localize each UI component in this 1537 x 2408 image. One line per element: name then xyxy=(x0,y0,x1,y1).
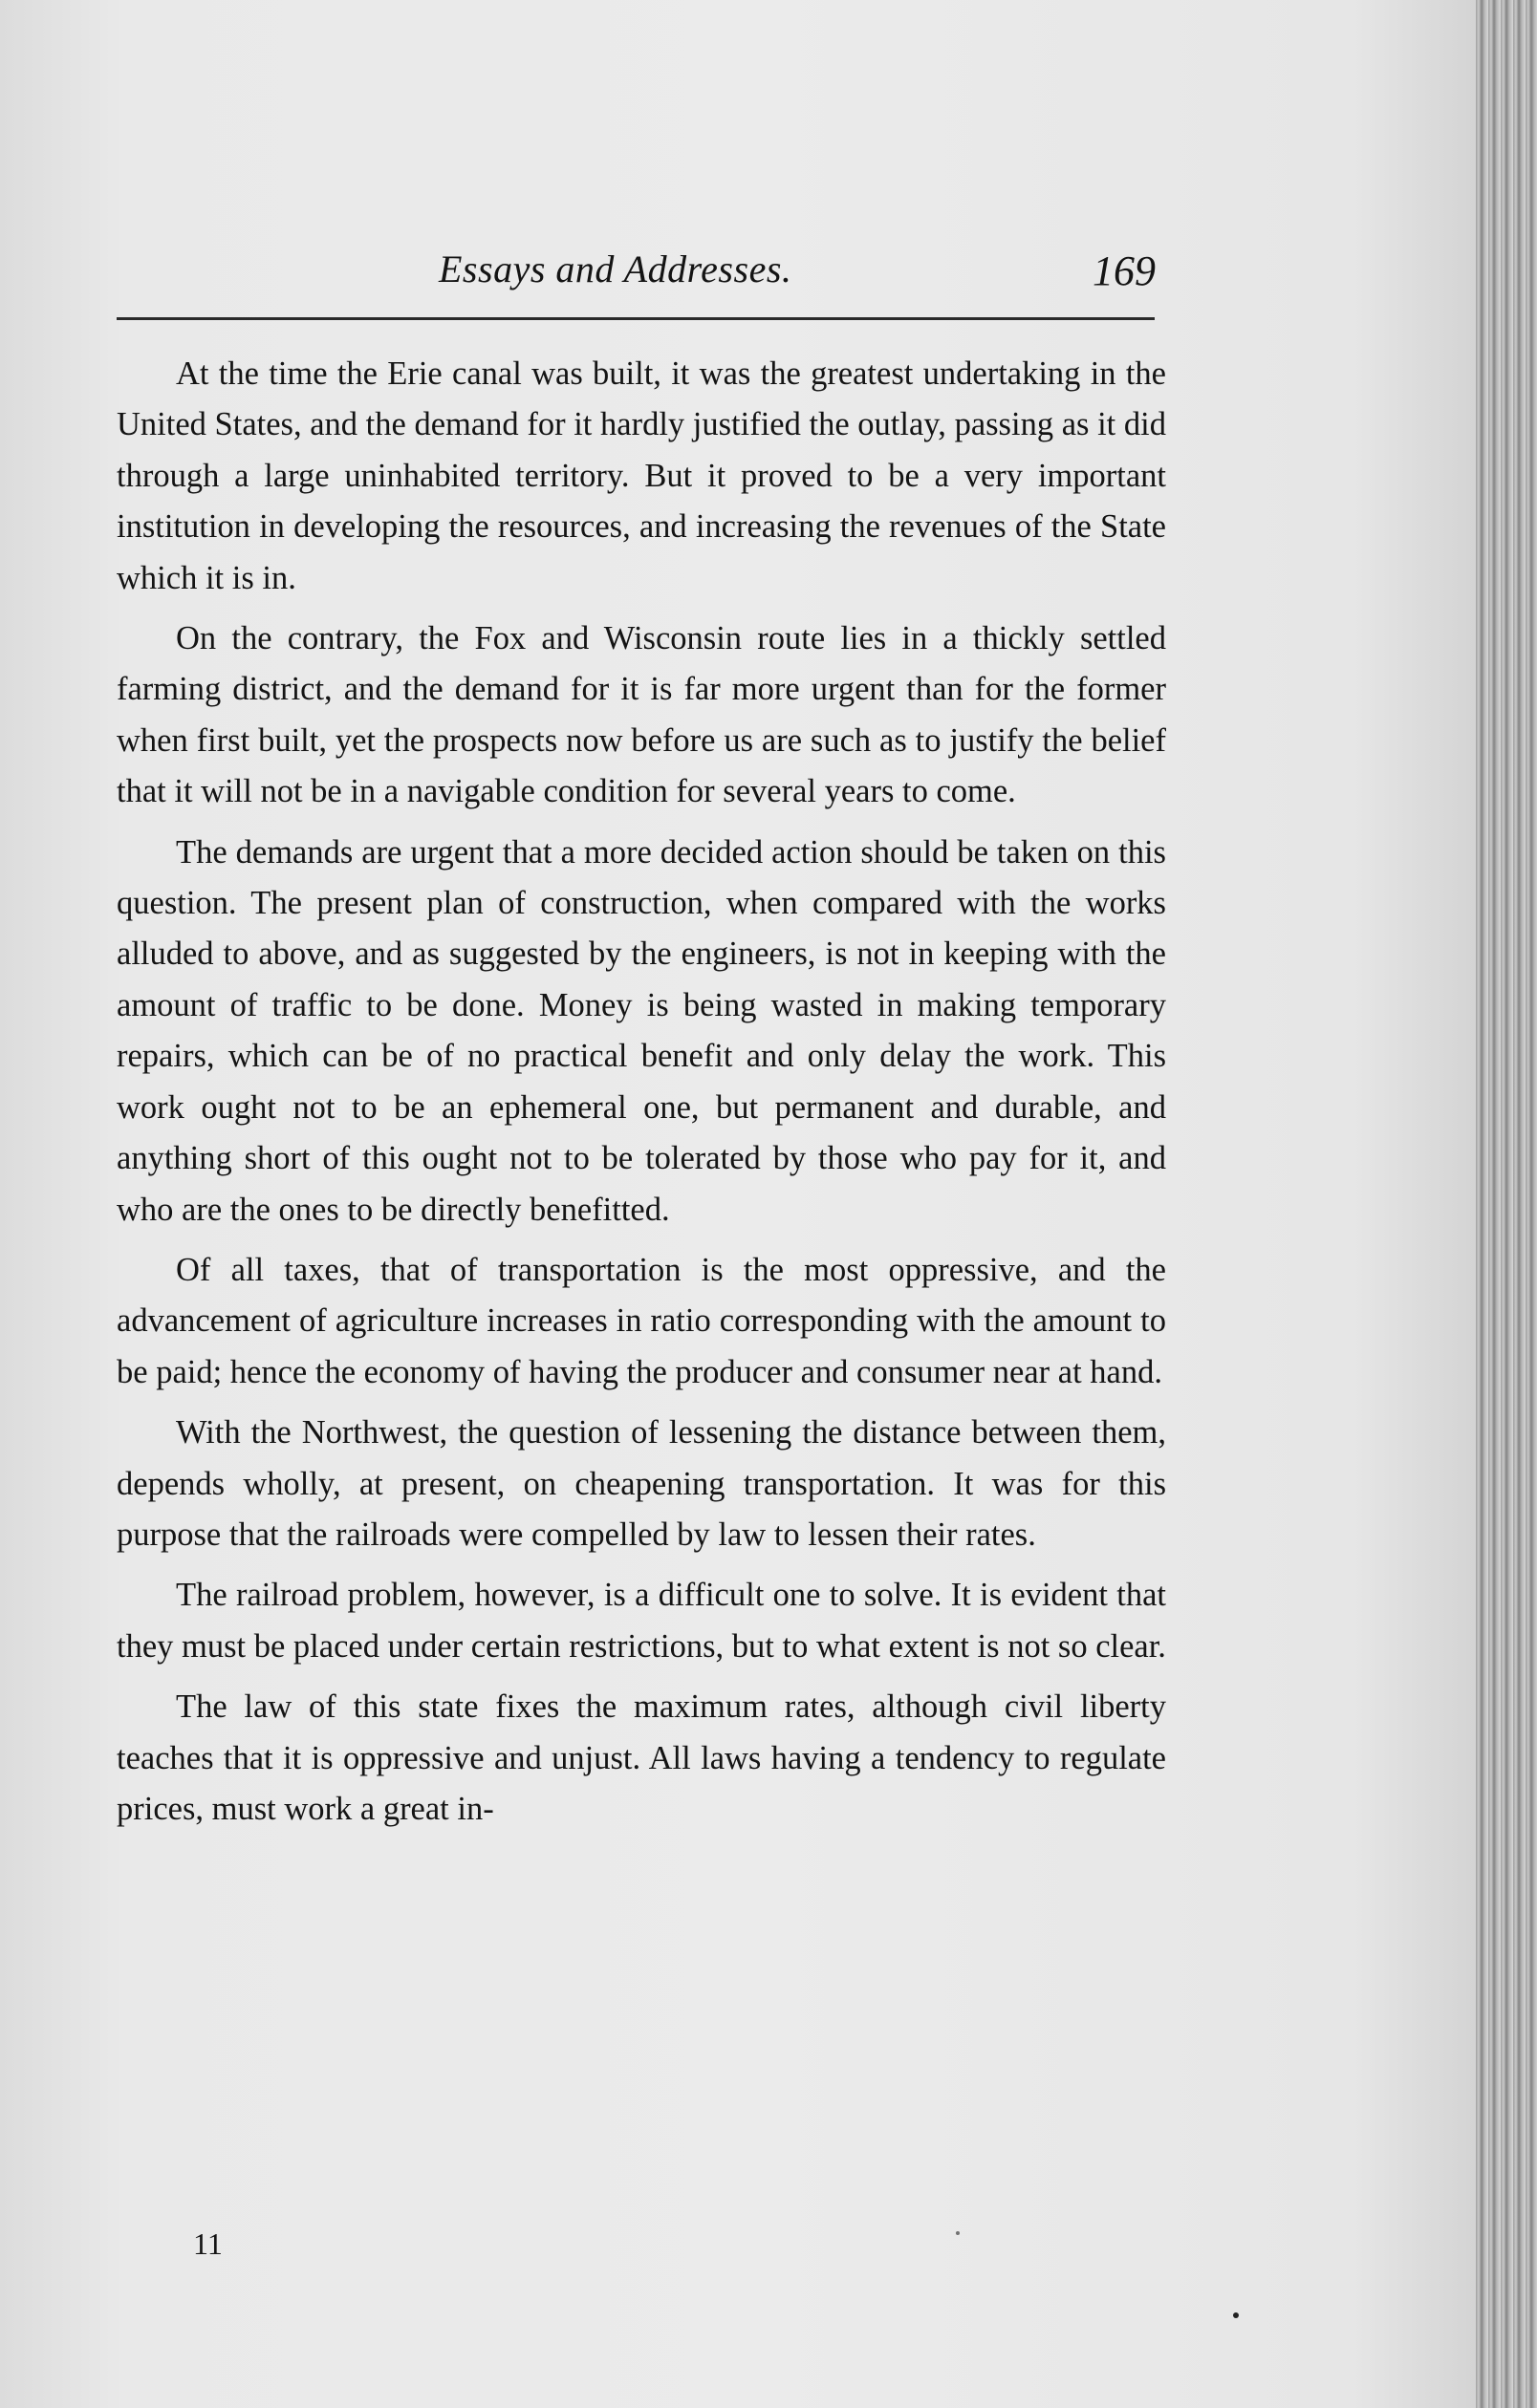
page-header xyxy=(119,247,1156,294)
paragraph-railroad-problem: The railroad problem, however, is a difficult one to solve. It is evident that they must be placed under certain restrictions, but to what extent is not so clear. xyxy=(117,1577,1166,1665)
paragraph-erie-canal: At the time the Erie canal was built, it was the greatest undertaking in the United States, and the demand for it hardly justified the outlay, passing as it did through a large uninhabited territory. But it proved to be a very important institution in developing the resources, and increasing the revenues of the State which it is in. xyxy=(117,355,1166,596)
ink-speck xyxy=(1233,2312,1239,2318)
signature-mark: 11 xyxy=(193,2226,223,2261)
paragraph-state-law: The law of this state fixes the maximum rates, although civil liberty teaches that it is oppressive and unjust. All laws having a tendency to regulate prices, must work a great in- xyxy=(117,1688,1166,1827)
running-title: Essays and Addresses. xyxy=(439,247,792,290)
paragraph-fox-wisconsin-route: On the contrary, the Fox and Wisconsin route lies in a thickly settled farming district, and the demand for it is far more urgent than for the former when first built, yet the prospects now before us are such as to justify the belief that it will not be in a navigable condition for several years to come. xyxy=(117,620,1166,810)
page-number: 169 xyxy=(1093,247,1156,294)
header-rule xyxy=(117,317,1155,320)
body-text xyxy=(117,349,1166,1844)
paragraph-northwest: With the Northwest, the question of lessening the distance between them, depends wholly, at present, on cheapening transportation. It was for this purpose that the railroads were compelled by law to lessen their rates. xyxy=(117,1414,1166,1553)
book-binding-edge xyxy=(1476,0,1537,2408)
paragraph-urgent-demands: The demands are urgent that a more decided action should be taken on this question. The present plan of construction, when compared with the works alluded to above, and as suggested by the engineers, is not in keeping with the amount of traffic to be done. Money is being wasted in making temporary repairs, which can be of no practical benefit and only delay the work. This work ought not to be an ephemeral one, but permanent and durable, and anything short of this ought not to be tolerated by those who pay for it, and who are the ones to be directly benefitted. xyxy=(117,833,1166,1228)
paragraph-taxes-transportation: Of all taxes, that of transportation is the most oppressive, and the advancement of agriculture increases in ratio corresponding with the amount to be paid; hence the economy of having the producer and consumer near at hand. xyxy=(117,1251,1166,1390)
ink-speck xyxy=(956,2231,960,2235)
